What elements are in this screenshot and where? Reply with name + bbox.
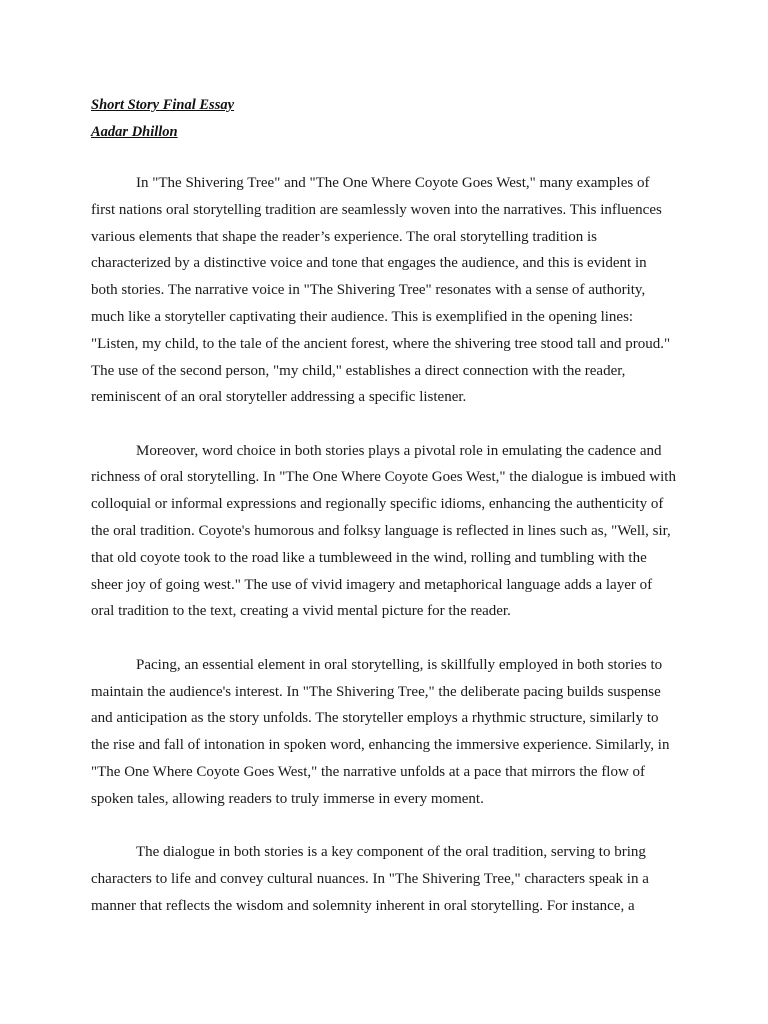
paragraph-2	[91, 438, 676, 626]
paragraph-line: that old coyote took to the road like a tumbleweed in the wind, rolling and tumbling with the	[91, 549, 647, 566]
author-name: Aadar Dhillon	[91, 124, 178, 140]
paragraph-line: In "The Shivering Tree" and "The One Where Coyote Goes West," many examples of	[136, 175, 650, 191]
essay-body	[91, 170, 676, 946]
paragraph-line: The dialogue in both stories is a key component of the oral tradition, serving to bring	[136, 844, 646, 861]
paragraph-line: characters to life and convey cultural nuances. In "The Shivering Tree," characters speak in a	[91, 870, 649, 887]
paragraph-line: manner that reflects the wisdom and solemnity inherent in oral storytelling. For instance, a	[91, 897, 635, 914]
document-heading	[91, 92, 691, 146]
paragraph-line: colloquial or informal expressions and regionally specific idioms, enhancing the authenticity of	[91, 496, 664, 513]
paragraph-line: richness of oral storytelling. In "The One Where Coyote Goes West," the dialogue is imbued with	[91, 469, 676, 486]
paragraph-line: much like a storyteller captivating their audience. This is exemplified in the opening lines:	[91, 308, 634, 325]
paragraph-line: various elements that shape the reader’s experience. The oral storytelling tradition is	[91, 228, 597, 245]
paragraph-1	[91, 170, 671, 411]
paragraph-line: Moreover, word choice in both stories plays a pivotal role in emulating the cadence and	[136, 442, 662, 459]
paragraph-line: oral tradition to the text, creating a vivid mental picture for the reader.	[91, 603, 511, 620]
paragraph-line: characterized by a distinctive voice and tone that engages the audience, and this is evident in	[91, 255, 647, 272]
paragraph-line: spoken tales, allowing readers to truly immerse in every moment.	[91, 790, 484, 807]
paragraph-line: maintain the audience's interest. In "The Shivering Tree," the deliberate pacing builds suspense	[91, 683, 661, 700]
paragraph-line: reminiscent of an oral storyteller addressing a specific listener.	[91, 389, 467, 406]
paragraph-line: sheer joy of going west." The use of vivid imagery and metaphorical language adds a layer of	[91, 576, 653, 593]
paragraph-3	[91, 652, 670, 813]
paragraph-line: Pacing, an essential element in oral storytelling, is skillfully employed in both stories to	[136, 656, 663, 673]
paragraph-4	[91, 839, 667, 919]
paragraph-line: The use of the second person, "my child," establishes a direct connection with the reader,	[91, 362, 626, 379]
paragraph-line: the rise and fall of intonation in spoken word, enhancing the immersive experience. Similarly, in	[91, 737, 670, 754]
paragraph-line: "The One Where Coyote Goes West," the narrative unfolds at a pace that mirrors the flow of	[91, 763, 646, 780]
paragraph-line: the oral tradition. Coyote's humorous and folksy language is reflected in lines such as, "Well, sir,	[91, 523, 671, 540]
paragraph-line: "Listen, my child, to the tale of the ancient forest, where the shivering tree stood tall and proud."	[91, 335, 671, 352]
paragraph-line: both stories. The narrative voice in "The Shivering Tree" resonates with a sense of authority,	[91, 282, 646, 299]
paragraph-line: and anticipation as the story unfolds. The storyteller employs a rhythmic structure, similarly to	[91, 710, 659, 727]
paragraph-line: first nations oral storytelling tradition are seamlessly woven into the narratives. This influences	[91, 201, 662, 218]
essay-title: Short Story Final Essay	[91, 97, 235, 113]
